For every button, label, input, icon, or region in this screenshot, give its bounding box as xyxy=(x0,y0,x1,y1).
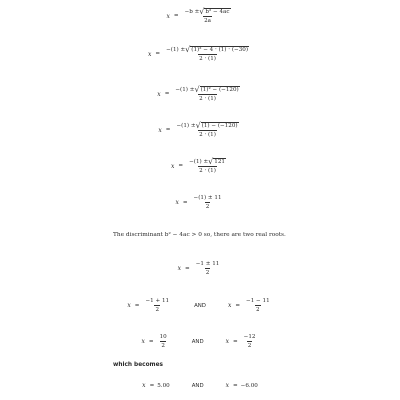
denominator: 2 xyxy=(205,204,210,210)
numerator: −1 − 11 xyxy=(246,298,270,304)
fraction xyxy=(188,158,227,174)
numerator xyxy=(174,86,240,94)
numerator: −1 + 11 xyxy=(145,298,170,304)
equals-sign: = xyxy=(164,91,170,97)
radical-icon: √ xyxy=(185,45,191,54)
fraction xyxy=(184,8,232,24)
equals-sign: = xyxy=(149,382,155,389)
and-label: AND xyxy=(191,338,204,345)
numerator: −12 xyxy=(243,334,256,340)
equals-sign: = xyxy=(185,265,190,272)
variable: x xyxy=(158,126,162,134)
simplify-step-4 xyxy=(0,195,400,210)
fraction xyxy=(165,46,250,62)
square-root xyxy=(199,8,230,15)
square-root xyxy=(194,86,239,93)
variable: x xyxy=(171,162,175,170)
variable: x xyxy=(166,12,170,20)
radical-icon: √ xyxy=(208,157,214,166)
denominator: 2 · (1) xyxy=(199,96,216,102)
fraction xyxy=(245,298,271,313)
equals-sign: = xyxy=(232,338,238,345)
variable: x xyxy=(142,382,146,389)
radicand: (1)² − (−120) xyxy=(200,87,239,93)
variable: x xyxy=(127,302,131,309)
simplify-step-3 xyxy=(0,158,400,174)
fraction xyxy=(193,195,223,210)
fraction xyxy=(159,334,168,349)
root-minus-value xyxy=(226,382,258,389)
variable: x xyxy=(177,265,182,272)
equals-sign: = xyxy=(178,163,184,169)
equals-sign: = xyxy=(173,13,179,19)
radical-icon: √ xyxy=(194,85,200,94)
discriminant-note: The discriminant b² − 4ac > 0 so, there are two real roots. xyxy=(113,232,286,238)
denominator: 2 xyxy=(256,307,260,313)
numerator-prefix: −b ± xyxy=(184,8,200,15)
numerator: −(1) ± 11 xyxy=(193,195,222,201)
variable: x xyxy=(148,50,152,58)
equals-sign: = xyxy=(134,302,140,309)
denominator: 2 · (1) xyxy=(199,132,216,138)
numerator xyxy=(184,8,232,16)
equals-sign: = xyxy=(165,127,171,133)
variable: x xyxy=(225,338,229,345)
equals-sign: = xyxy=(182,199,188,206)
root-plus xyxy=(127,298,172,313)
fraction xyxy=(195,261,221,276)
and-label: AND xyxy=(191,382,204,389)
and-label: AND xyxy=(194,302,206,309)
simplify-step-2 xyxy=(0,122,400,138)
fraction xyxy=(174,86,240,102)
plus-minus-step xyxy=(0,261,400,276)
radicand: (1)² − 4 · (1) · (−30) xyxy=(191,47,248,53)
equals-sign: = xyxy=(155,51,161,57)
numerator-prefix: −(1) ± xyxy=(175,86,195,93)
which-becomes-label: which becomes xyxy=(113,362,163,368)
numerator-prefix: −(1) ± xyxy=(176,122,196,129)
root-value: −6.00 xyxy=(240,382,258,389)
root-plus-value xyxy=(142,382,170,389)
equals-sign: = xyxy=(148,338,154,345)
numerator xyxy=(175,122,239,130)
square-root xyxy=(196,122,239,129)
final-roots xyxy=(0,382,400,389)
substitution-step xyxy=(0,46,400,62)
radical-icon: √ xyxy=(199,7,205,16)
quadratic-formula xyxy=(0,8,400,24)
numerator xyxy=(188,158,227,166)
variable: x xyxy=(227,302,232,309)
variable: x xyxy=(157,90,161,98)
root-minus xyxy=(226,334,259,349)
denominator: 2 xyxy=(205,270,210,276)
root-value: 5.00 xyxy=(157,382,170,389)
numerator: −1 ± 11 xyxy=(195,261,220,267)
numerator-prefix: −(1) ± xyxy=(166,46,186,53)
radicand: (1) − (−120) xyxy=(201,123,238,129)
radicand: 121 xyxy=(214,159,225,165)
variable: x xyxy=(175,199,179,206)
denominator: 2 · (1) xyxy=(199,168,216,174)
simplify-step-1 xyxy=(0,86,400,102)
fraction xyxy=(175,122,239,138)
root-plus xyxy=(142,334,170,349)
variable: x xyxy=(225,382,229,389)
denominator: 2 xyxy=(155,307,160,313)
fraction xyxy=(243,334,257,349)
square-root xyxy=(208,158,226,165)
variable: x xyxy=(141,338,145,345)
root-minus xyxy=(228,298,273,313)
split-roots-step xyxy=(0,298,400,313)
square-root xyxy=(185,46,249,53)
denominator: 2a xyxy=(204,18,211,24)
numerator: 10 xyxy=(159,334,167,340)
radical-icon: √ xyxy=(195,121,201,130)
denominator: 2 xyxy=(247,343,252,349)
evaluated-roots-step xyxy=(0,334,400,349)
numerator xyxy=(165,46,250,54)
equals-sign: = xyxy=(235,302,241,309)
numerator-prefix: −(1) ± xyxy=(189,158,209,165)
equals-sign: = xyxy=(232,382,238,389)
denominator: 2 xyxy=(161,343,165,349)
denominator: 2 · (1) xyxy=(199,56,216,62)
fraction xyxy=(144,298,170,313)
radicand: b² − 4ac xyxy=(205,9,230,15)
